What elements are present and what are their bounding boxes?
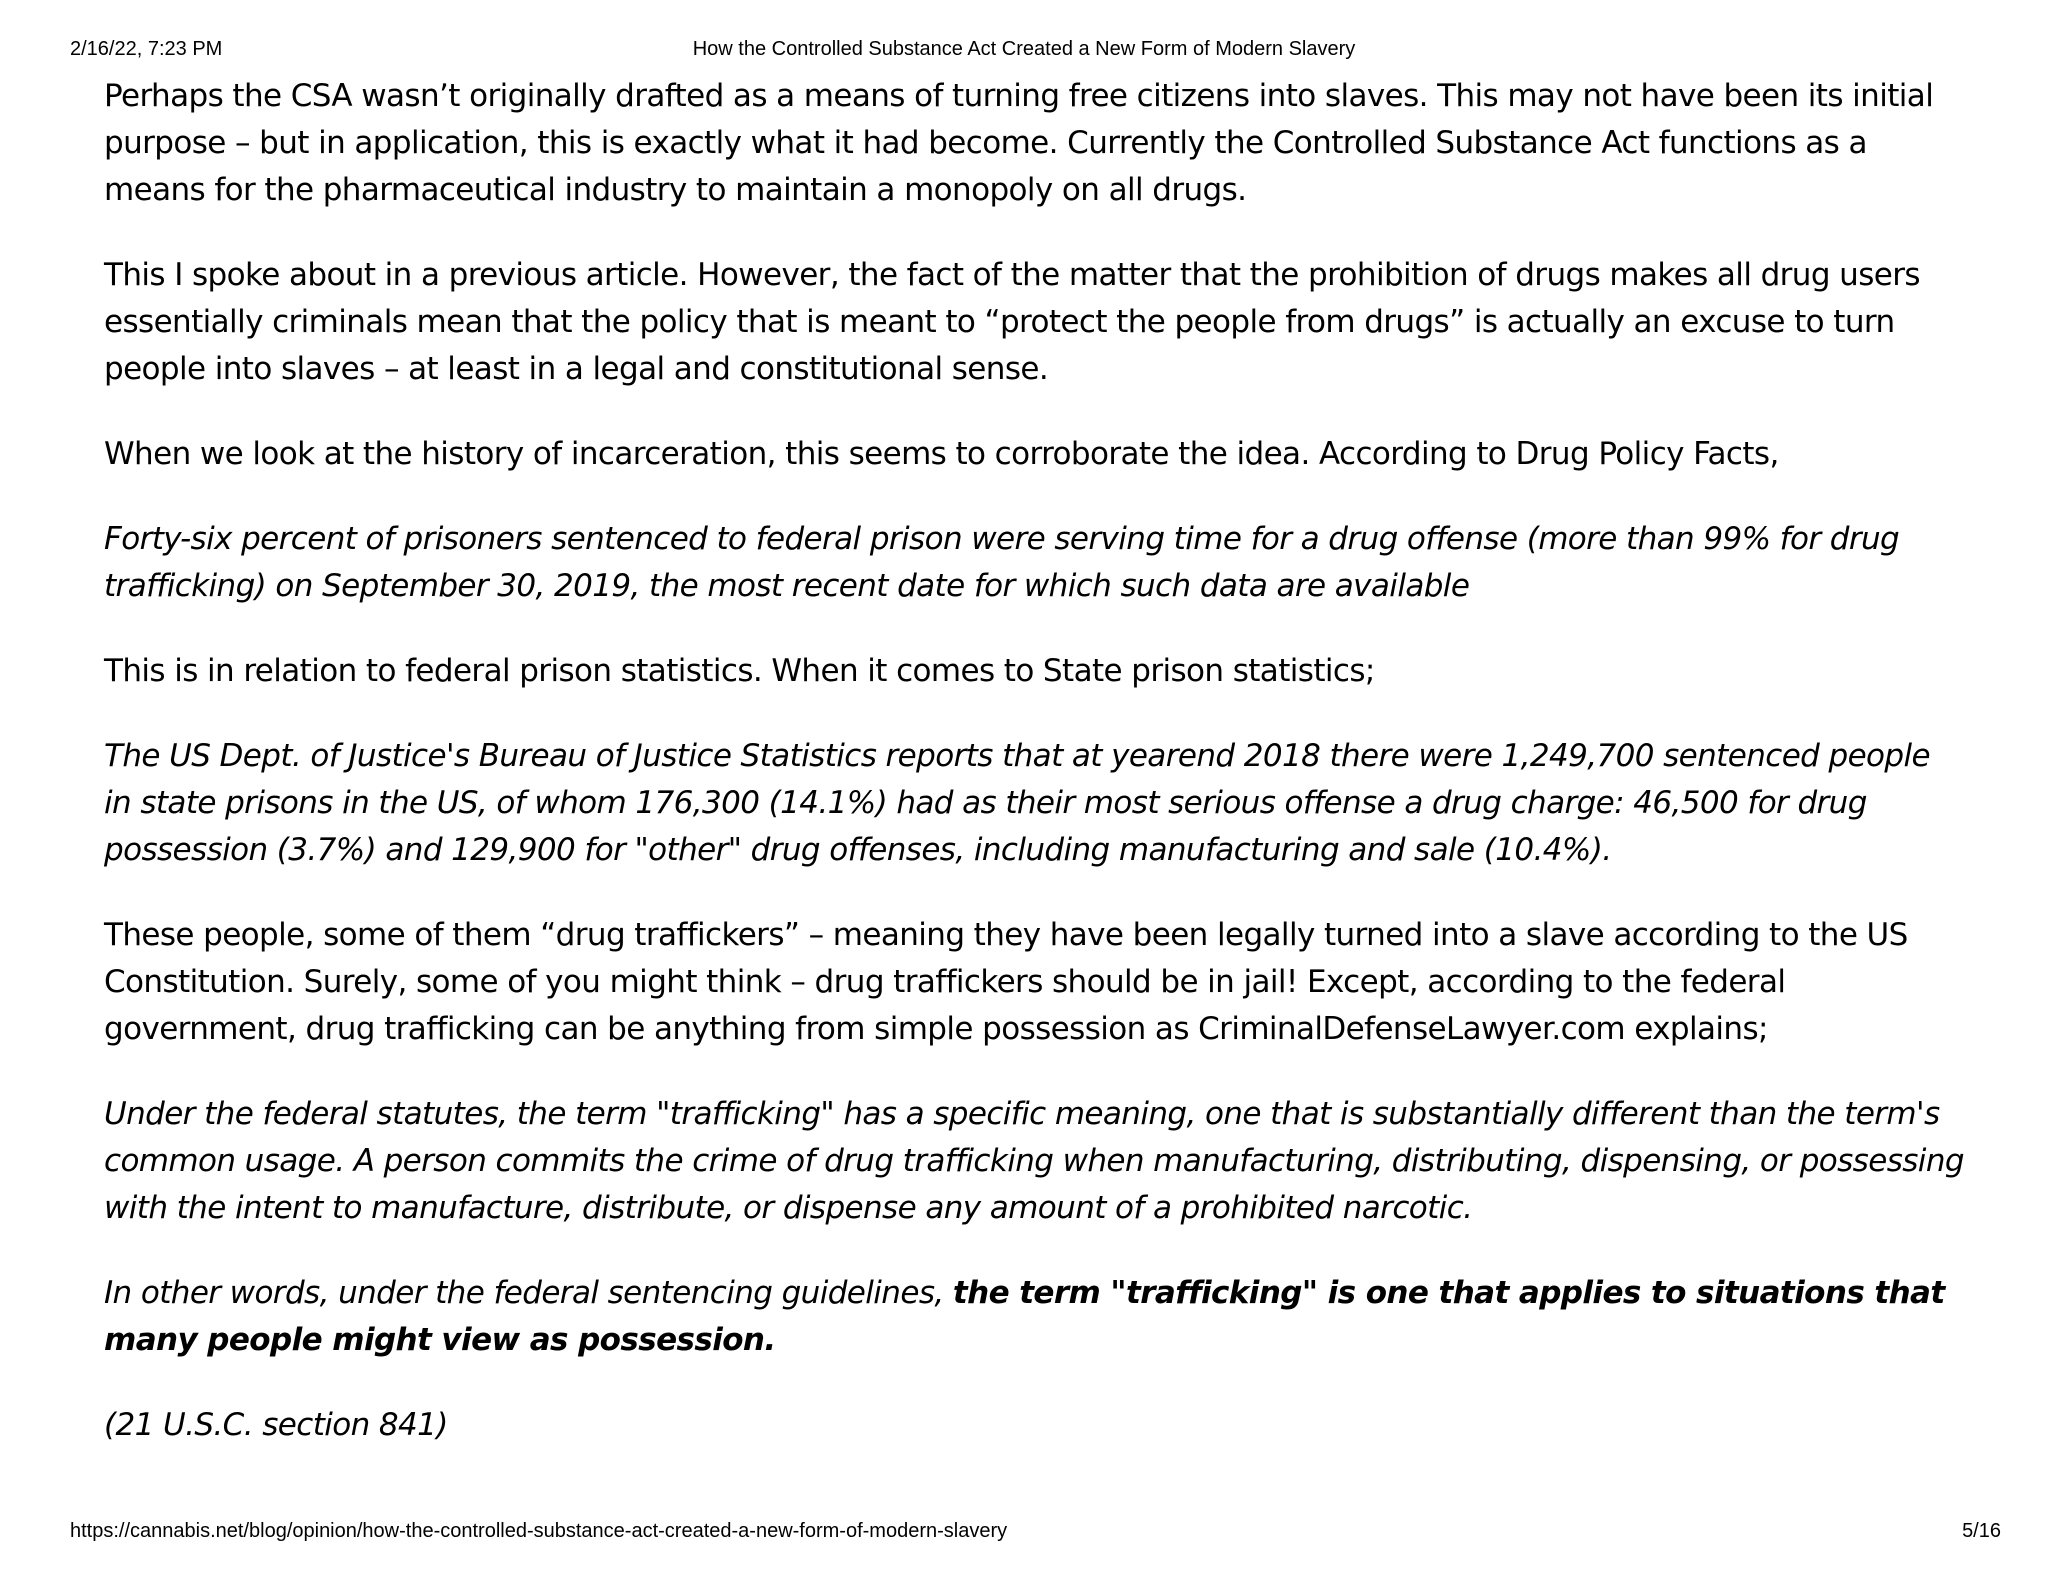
paragraph-csa-purpose: Perhaps the CSA wasn’t originally drafted as a means of turning free citizens into slaves. This may not have been its initial purpose – but in application, this is exactly what it had become. Currently the Controlled Substance Act functions as a means for the pharmaceutical industry to maintain a monopoly on all drugs. <box>104 78 1934 208</box>
print-header <box>0 38 2048 64</box>
quote-state-prison: The US Dept. of Justice's Bureau of Justice Statistics reports that at yearend 2018 there were 1,249,700 sentenced people in state prisons in the US, of whom 176,300 (14.1%) had as their most serious offense a drug charge: 46,500 for drug possession (3.7%) and 129,900 for "other" drug offenses, including manufacturing and sale (10.4%). <box>104 738 1930 868</box>
print-footer <box>0 1520 2048 1546</box>
quote-trafficking-possession <box>104 1270 1964 1364</box>
paragraph-prohibition: This I spoke about in a previous article. However, the fact of the matter that the prohibition of drugs makes all drug users essentially criminals mean that the policy that is meant to “protect the people from drugs” is actually an excuse to turn people into slaves – at least in a legal and constitutional sense. <box>104 257 1920 387</box>
paragraph-state-prison: This is in relation to federal prison statistics. When it comes to State prison statistics; <box>104 653 1375 689</box>
paragraph-incarceration-history: When we look at the history of incarceration, this seems to corroborate the idea. According to Drug Policy Facts, <box>104 436 1779 472</box>
quote-intro: In other words, under the federal sentencing guidelines, <box>104 1275 953 1311</box>
statute-citation: (21 U.S.C. section 841) <box>104 1407 448 1443</box>
print-page-title: How the Controlled Substance Act Created a New Form of Modern Slavery <box>692 38 1356 60</box>
quote-federal-prison: Forty-six percent of prisoners sentenced to federal prison were serving time for a drug offense (more than 99% for drug trafficking) on September 30, 2019, the most recent date for which such data are available <box>104 521 1900 604</box>
article-body <box>104 73 1964 1487</box>
quote-emphasis: the term "trafficking" is one that applies to situations that many people might view as possession. <box>104 1275 1945 1358</box>
page-url: https://cannabis.net/blog/opinion/how-the-controlled-substance-act-created-a-new-form-of-modern-slavery <box>70 1520 1008 1542</box>
print-datetime: 2/16/22, 7:23 PM <box>70 38 223 60</box>
paragraph-drug-traffickers: These people, some of them “drug traffickers” – meaning they have been legally turned into a slave according to the US Constitution. Surely, some of you might think – drug traffickers should be in jail! Except, according to the federal government, drug trafficking can be anything from simple possession as CriminalDefenseLawyer.com explains; <box>104 917 1908 1047</box>
page-number: 5/16 <box>1962 1520 2001 1542</box>
quote-trafficking-definition: Under the federal statutes, the term "trafficking" has a specific meaning, one that is substantially different than the term's common usage. A person commits the crime of drug trafficking when manufacturing, distributing, dispensing, or possessing with the intent to manufacture, distribute, or dispense any amount of a prohibited narcotic. <box>104 1096 1964 1226</box>
